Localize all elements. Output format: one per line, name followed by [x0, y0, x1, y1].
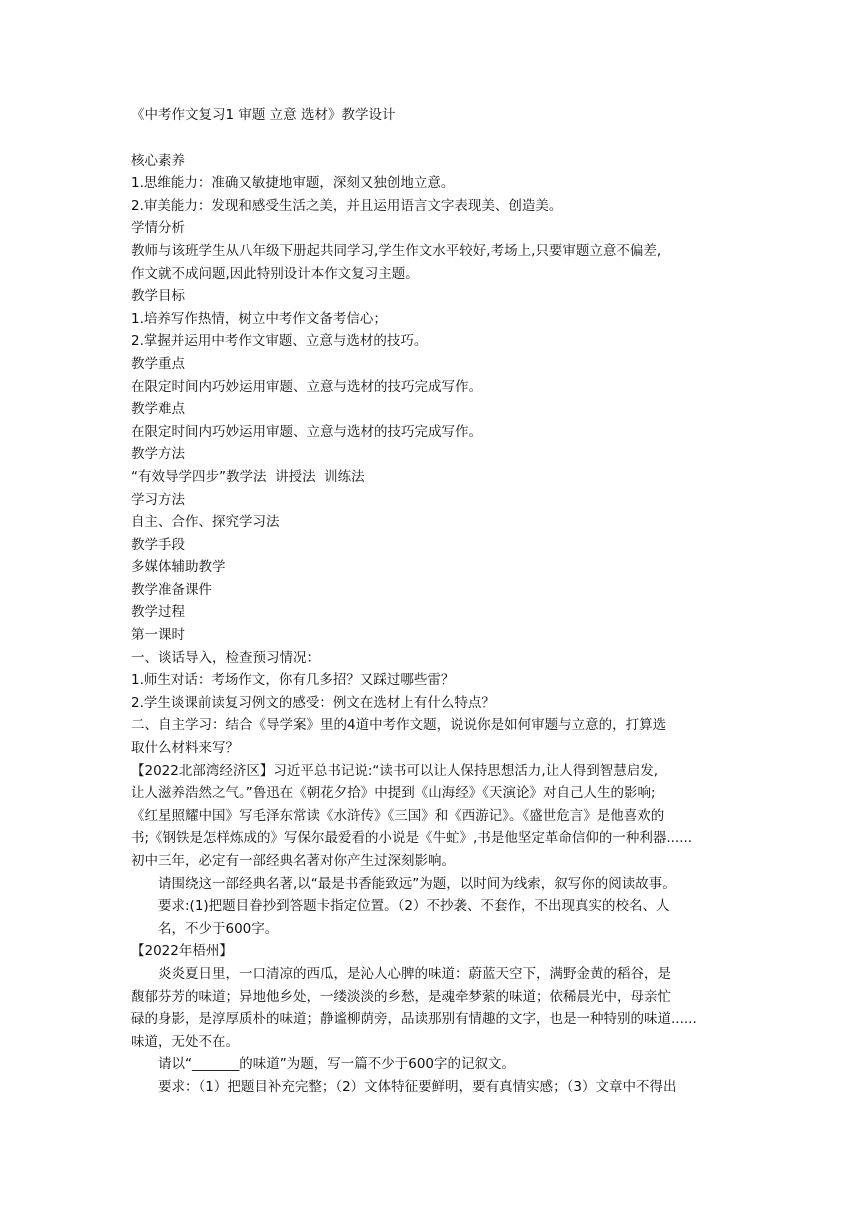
text-line: 一、谈话导入，检查预习情况：: [131, 649, 320, 666]
requirement-line: 要求：（1）把题目补充完整；（2）文体特征要鲜明，要有真情实感；（3）文章中不得出: [158, 1078, 677, 1095]
heading-methods: 教学方法: [131, 446, 185, 463]
document-title: 《中考作文复习1 审题 立意 选材》教学设计: [131, 107, 396, 123]
text-line: 在限定时间内巧妙运用审题、立意与选材的技巧完成写作。: [131, 378, 482, 395]
text-line: 1.思维能力：准确又敏捷地审题，深刻又独创地立意。: [131, 175, 455, 192]
text-line: 让人滋养浩然之气。”鲁迅在《朝花夕拾》中提到《山海经》《天演论》对自己人生的影响;: [131, 785, 656, 802]
text-line: 馥郁芬芳的味道；异地他乡处，一缕淡淡的乡愁，是魂牵梦萦的味道；依稀晨光中，母亲忙: [131, 988, 671, 1005]
requirement-line: 要求:(1)把题目眷抄到答题卡指定位置。（2）不抄袭、不套作，不出现真实的校名、人: [158, 898, 670, 915]
heading-learning-methods: 学习方法: [131, 491, 185, 508]
document-page: [131, 104, 733, 1099]
text-line: “有效导学四步”教学法 讲授法 训练法: [131, 468, 365, 485]
heading-key-points: 教学重点: [131, 355, 185, 372]
requirement-line: 名，不少于600字。: [158, 920, 279, 937]
exam-heading: 【2022年梧州】: [131, 943, 233, 960]
text-line: 二、自主学习：结合《导学案》里的4道中考作文题，说说你是如何审题与立意的，打算选: [131, 717, 667, 734]
text-line: 2.掌握并运用中考作文审题、立意与选材的技巧。: [131, 333, 428, 350]
text-line: 1.培养写作热情，树立中考作文备考信心；: [131, 310, 387, 327]
heading-process: 教学过程: [131, 604, 185, 621]
text-line: 教师与该班学生从八年级下册起共同学习,学生作文水平较好,考场上,只要审题立意不偏差,: [131, 242, 662, 259]
heading-preparation: 教学准备课件: [131, 581, 212, 598]
text-line: 自主、合作、探究学习法: [131, 514, 280, 531]
text-line: 初中三年，必定有一部经典名著对你产生过深刻影响。: [131, 853, 455, 869]
text-line: 《红星照耀中国》写毛泽东常读《水浒传》《三国》和《西游记》。《盛世危言》是他喜欢的: [131, 807, 665, 824]
text-line: 2.审美能力：发现和感受生活之美，并且运用语言文字表现美、创造美。: [131, 197, 563, 214]
text-line: 多媒体辅助教学: [131, 559, 226, 576]
heading-means: 教学手段: [131, 536, 185, 553]
text-line: 书;《钢铁是怎样炼成的》写保尔最爱看的小说是《牛虻》,书是他坚定革命信仰的一种利器......: [131, 830, 693, 847]
text-line: 取什么材料来写？: [131, 740, 239, 757]
text-line: 1.师生对话：考场作文，你有几多招？又踩过哪些雷？: [131, 672, 455, 689]
text-line: 【2022北部湾经济区】习近平总书记说:“读书可以让人保持思想活力,让人得到智慧启发,: [131, 762, 658, 779]
text-line: 第一课时: [131, 627, 185, 644]
text-line: 碌的身影，是淳厚质朴的味道；静谧柳荫旁，品读那别有情趣的文字，也是一种特别的味道......: [131, 1011, 697, 1028]
text-line: 2.学生谈课前读复习例文的感受：例文在选材上有什么特点？: [131, 694, 495, 711]
prompt-paragraph: 请以“_______的味道”为题，写一篇不少于600字的记叙文。: [158, 1056, 516, 1073]
text-line: 作文就不成问题,因此特别设计本作文复习主题。: [131, 265, 419, 282]
prompt-paragraph: 请围绕这一部经典名著,以“最是书香能致远”为题，以时间为线索，叙写你的阅读故事。: [158, 875, 676, 892]
heading-analysis: 学情分析: [131, 220, 185, 237]
heading-goals: 教学目标: [131, 288, 185, 305]
text-line: 在限定时间内巧妙运用审题、立意与选材的技巧完成写作。: [131, 423, 482, 440]
text-line: 炎炎夏日里，一口清凉的西瓜，是沁人心脾的味道：蔚蓝天空下，满野金黄的稻谷，是: [158, 965, 671, 982]
heading-difficulties: 教学难点: [131, 401, 185, 418]
heading-core-literacy: 核心素养: [131, 152, 185, 169]
text-line: 味道，无处不在。: [131, 1033, 239, 1050]
